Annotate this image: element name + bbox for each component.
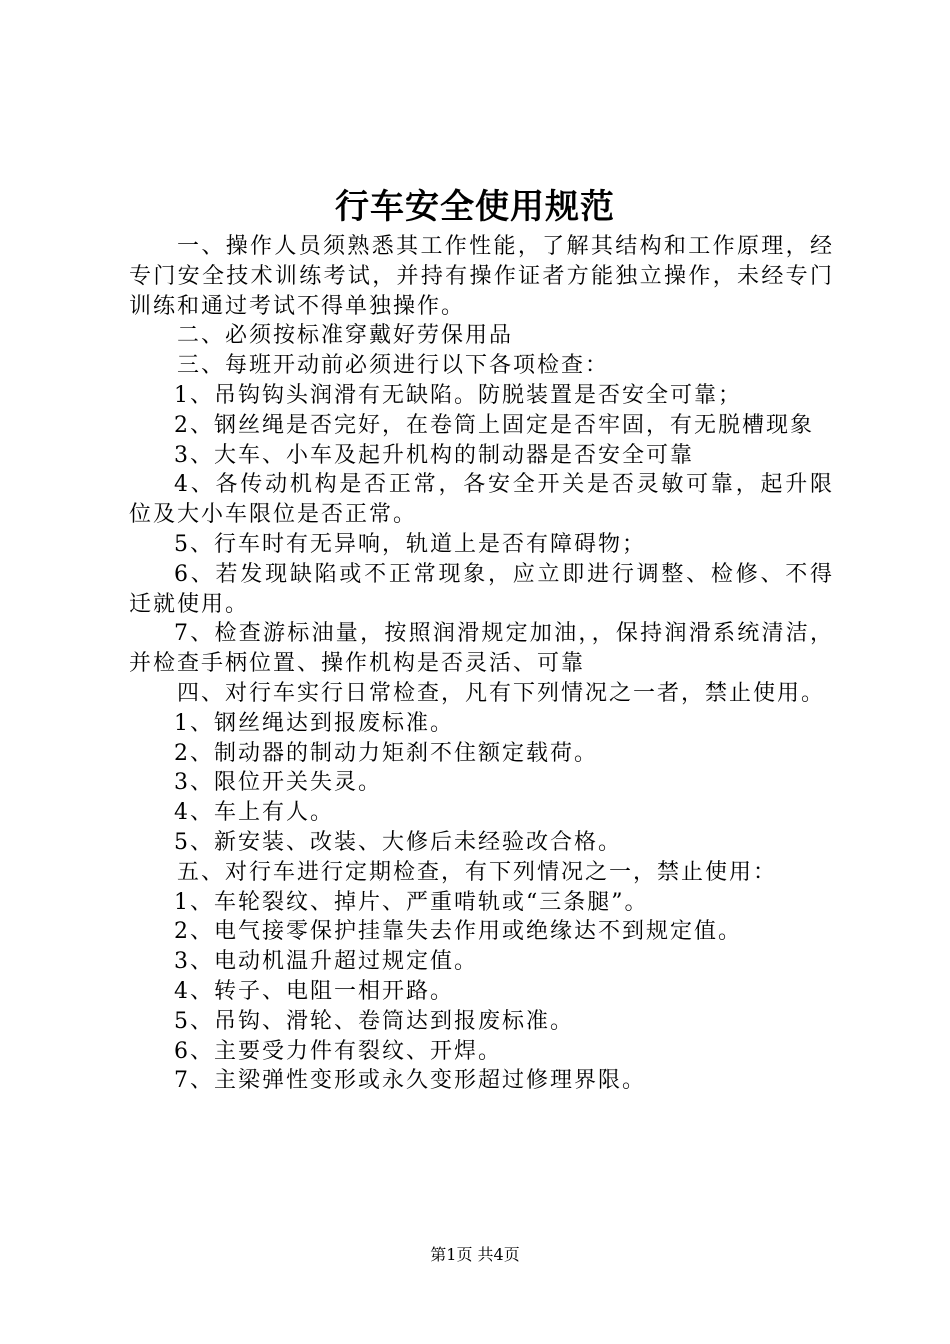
list-item: 6、若发现缺陷或不正常现象，应立即进行调整、检修、不得迁就使用。 [129, 561, 834, 617]
list-item: 4、转子、电阻一相开路。 [174, 978, 454, 1004]
list-item: 2、钢丝绳是否完好，在卷筒上固定是否牢固，有无脱槽现象 [174, 412, 814, 438]
list-item: 3、电动机温升超过规定值。 [174, 949, 478, 975]
list-item: 1、吊钩钩头润滑有无缺陷。防脱装置是否安全可靠； [174, 382, 742, 408]
list-item: 7、检查游标油量，按照润滑规定加油，，保持润滑系统清洁，并检查手柄位置、操作机构是否灵活、可靠 [129, 621, 834, 677]
list-item: 1、钢丝绳达到报废标准。 [174, 710, 454, 736]
list-item: 2、制动器的制动力矩刹不住额定载荷。 [174, 740, 598, 766]
list-item: 4、各传动机构是否正常，各安全开关是否灵敏可靠，起升限位及大小车限位是否正常。 [129, 472, 834, 528]
list-item: 1、车轮裂纹、掉片、严重啃轨或“三条腿”。 [174, 889, 649, 915]
document-body [129, 232, 834, 1096]
list-item: 5、新安装、改装、大修后未经验改合格。 [174, 829, 622, 855]
document-title: 行车安全使用规范 [335, 187, 615, 227]
paragraph-section-5: 五、对行车进行定期检查，有下列情况之一，禁止使用： [177, 859, 778, 885]
list-item: 5、行车时有无异响，轨道上是否有障碍物； [174, 531, 646, 557]
list-item: 7、主梁弹性变形或永久变形超过修理界限。 [174, 1068, 646, 1094]
list-item: 4、车上有人。 [174, 800, 334, 826]
page-number-footer: 第1页 共4页 [430, 1245, 520, 1264]
paragraph-section-4: 四、对行车实行日常检查，凡有下列情况之一者，禁止使用。 [177, 680, 826, 706]
list-item: 5、吊钩、滑轮、卷筒达到报废标准。 [174, 1008, 574, 1034]
paragraph-section-1: 一、操作人员须熟悉其工作性能，了解其结构和工作原理，经专门安全技术训练考试，并持有操作证者方能独立操作，未经专门训练和通过考试不得单独操作。 [129, 234, 834, 319]
list-item: 3、限位开关失灵。 [174, 770, 382, 796]
list-item: 3、大车、小车及起升机构的制动器是否安全可靠 [174, 442, 694, 468]
list-item: 6、主要受力件有裂纹、开焊。 [174, 1038, 502, 1064]
paragraph-section-3: 三、每班开动前必须进行以下各项检查： [177, 353, 610, 379]
list-item: 2、电气接零保护挂靠失去作用或绝缘达不到规定值。 [174, 919, 742, 945]
paragraph-section-2: 二、必须按标准穿戴好劳保用品 [177, 323, 514, 349]
